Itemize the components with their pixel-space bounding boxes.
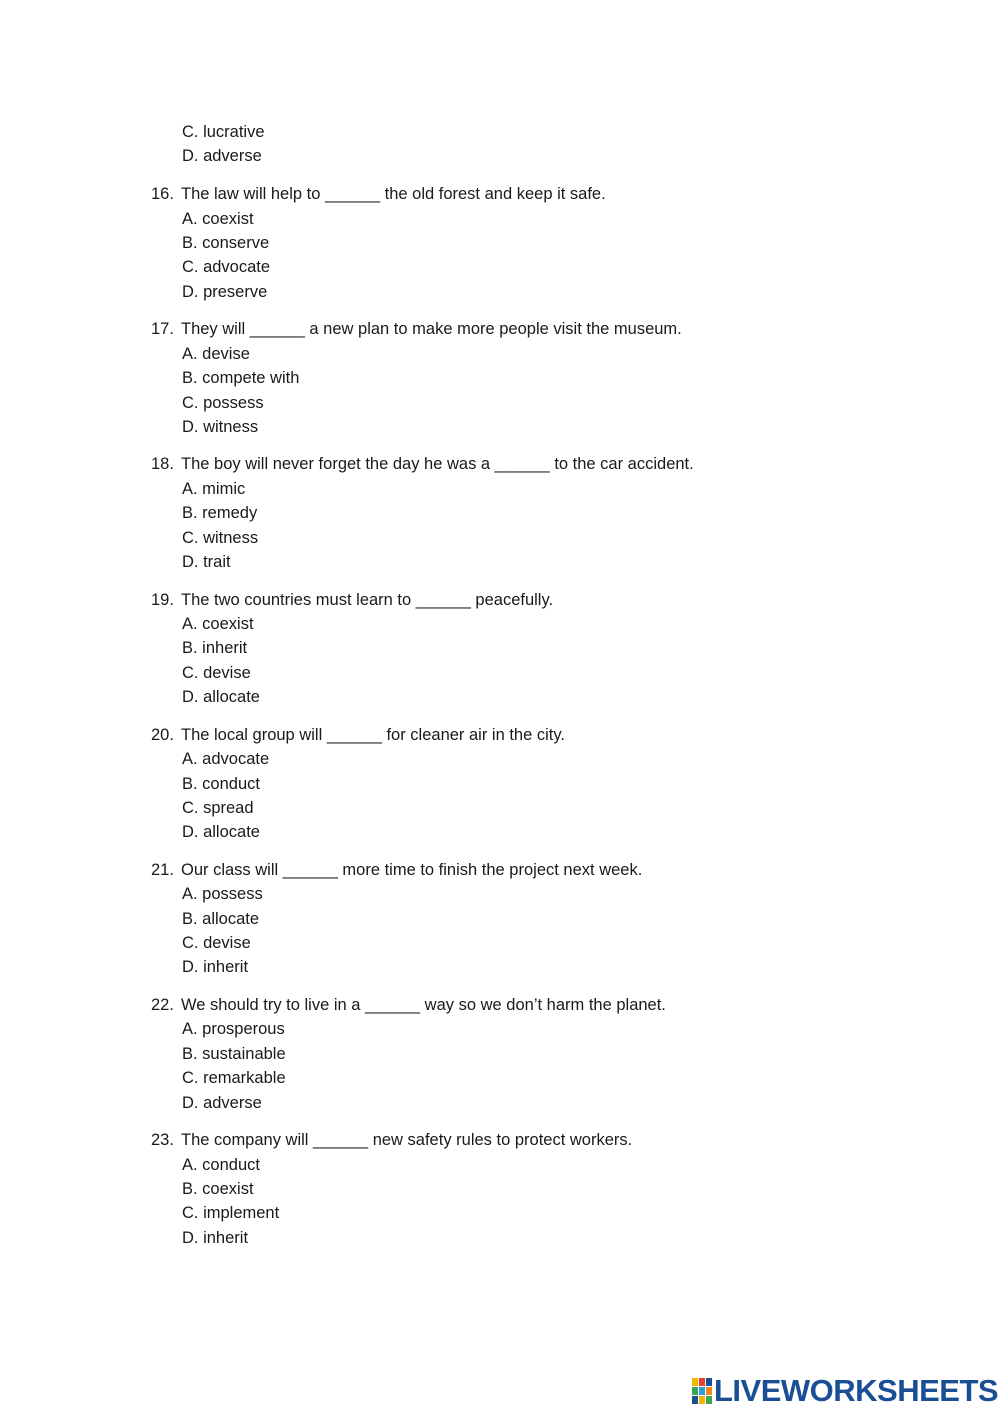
option-b[interactable]: B. remedy bbox=[182, 504, 258, 522]
option-c[interactable]: C. spread bbox=[182, 799, 254, 817]
option-d[interactable]: D. allocate bbox=[182, 688, 260, 706]
question-text: We should try to live in a ______ way so we don’t harm the planet. bbox=[181, 996, 666, 1014]
question-number: 21. bbox=[151, 861, 174, 879]
liveworksheets-logo bbox=[692, 1374, 998, 1408]
option-d[interactable]: D. adverse bbox=[182, 1094, 262, 1112]
option-d[interactable]: D. inherit bbox=[182, 1229, 249, 1247]
option-a[interactable]: A. devise bbox=[182, 345, 250, 363]
option-c[interactable]: C. advocate bbox=[182, 258, 271, 276]
question-number: 17. bbox=[151, 320, 174, 338]
question-number: 18. bbox=[151, 455, 174, 473]
question-text: The local group will ______ for cleaner air in the city. bbox=[181, 726, 565, 744]
option-c[interactable]: C. devise bbox=[182, 934, 251, 952]
option-d[interactable]: D. preserve bbox=[182, 283, 268, 301]
question-text: The boy will never forget the day he was a ______ to the car accident. bbox=[181, 455, 694, 473]
option-c[interactable]: C. implement bbox=[182, 1204, 280, 1222]
option-b[interactable]: B. inherit bbox=[182, 639, 248, 657]
option-a[interactable]: A. prosperous bbox=[182, 1020, 285, 1038]
option-b[interactable]: B. conserve bbox=[182, 234, 270, 252]
liveworksheets-logo-icon bbox=[692, 1378, 712, 1404]
question-text: The two countries must learn to ______ peacefully. bbox=[181, 591, 554, 609]
logo-wordmark: LIVEWORKSHEETS bbox=[714, 1373, 999, 1408]
option-a[interactable]: A. advocate bbox=[182, 750, 270, 768]
option-c[interactable]: C. witness bbox=[182, 529, 259, 547]
option-d[interactable]: D. allocate bbox=[182, 823, 260, 841]
option-c[interactable]: C. possess bbox=[182, 394, 264, 412]
question-text: They will ______ a new plan to make more people visit the museum. bbox=[181, 320, 682, 338]
option-a[interactable]: A. coexist bbox=[182, 615, 254, 633]
option-c[interactable]: C. remarkable bbox=[182, 1069, 286, 1087]
carryover-option-c: C. lucrative bbox=[182, 123, 265, 141]
question-number: 22. bbox=[151, 996, 174, 1014]
option-b[interactable]: B. conduct bbox=[182, 775, 260, 793]
question-text: The company will ______ new safety rules to protect workers. bbox=[181, 1131, 633, 1149]
option-a[interactable]: A. mimic bbox=[182, 480, 246, 498]
option-d[interactable]: D. inherit bbox=[182, 958, 249, 976]
question-number: 19. bbox=[151, 591, 174, 609]
option-b[interactable]: B. coexist bbox=[182, 1180, 254, 1198]
option-a[interactable]: A. possess bbox=[182, 885, 263, 903]
option-b[interactable]: B. allocate bbox=[182, 910, 260, 928]
option-d[interactable]: D. trait bbox=[182, 553, 231, 571]
option-a[interactable]: A. coexist bbox=[182, 210, 254, 228]
option-a[interactable]: A. conduct bbox=[182, 1156, 260, 1174]
option-c[interactable]: C. devise bbox=[182, 664, 251, 682]
question-number: 16. bbox=[151, 185, 174, 203]
option-b[interactable]: B. compete with bbox=[182, 369, 300, 387]
question-number: 20. bbox=[151, 726, 174, 744]
question-number: 23. bbox=[151, 1131, 174, 1149]
question-text: Our class will ______ more time to finish the project next week. bbox=[181, 861, 643, 879]
option-d[interactable]: D. witness bbox=[182, 418, 259, 436]
question-text: The law will help to ______ the old forest and keep it safe. bbox=[181, 185, 606, 203]
option-b[interactable]: B. sustainable bbox=[182, 1045, 286, 1063]
carryover-option-d: D. adverse bbox=[182, 147, 262, 165]
